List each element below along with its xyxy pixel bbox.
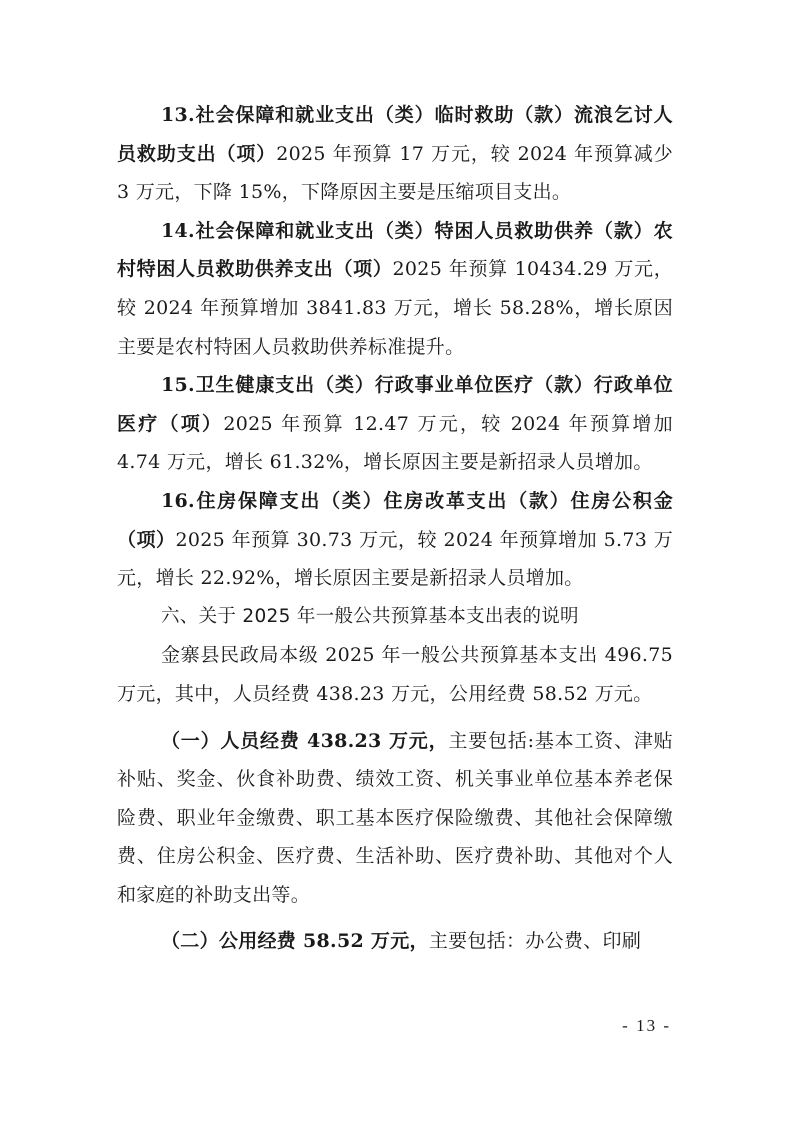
- paragraph-14-body: 2025 年预算 10434.29 万元，较 2024 年预算增加 3841.83 万元，增长 58.28%，增长原因主要是农村特困人员救助供养标准提升。: [117, 258, 674, 358]
- personnel-expense-heading: （一）人员经费 438.23 万元，: [161, 729, 449, 752]
- paragraph-13-body: 2025 年预算 17 万元，较 2024 年预算减少 3 万元，下降 15%，下降原因主要是压缩项目支出。: [117, 142, 673, 204]
- paragraph-15-heading: 15.卫生健康支出（类）行政事业单位医疗（款）行政单位医疗（项）: [117, 374, 673, 435]
- personnel-expense-paragraph: [117, 722, 673, 915]
- public-expense-heading: （二）公用经费 58.52 万元，: [161, 930, 429, 953]
- paragraph-16-heading: 16.住房保障支出（类）住房改革支出（款）住房公积金（项）: [117, 489, 673, 551]
- paragraph-13-heading: 13.社会保障和就业支出（类）临时救助（款）流浪乞讨人员救助支出（项）: [117, 104, 673, 165]
- paragraph-13: [117, 96, 673, 212]
- paragraph-16: [117, 482, 673, 598]
- paragraph-14-heading: 14.社会保障和就业支出（类）特困人员救助供养（款）农村特困人员救助供养支出（项）: [117, 219, 673, 281]
- public-expense-body: 主要包括：办公费、印刷: [428, 930, 642, 953]
- page-number: - 13 -: [622, 1016, 671, 1035]
- section-6-title: 六、关于 2025 年一般公共预算基本支出表的说明: [161, 605, 579, 627]
- paragraph-14: [117, 212, 673, 366]
- paragraph-15-body: 2025 年预算 12.47 万元，较 2024 年预算增加 4.74 万元，增长 61.32%，增长原因主要是新招录人员增加。: [117, 412, 673, 474]
- public-expense-paragraph: [117, 922, 673, 961]
- paragraph-16-body: 2025 年预算 30.73 万元，较 2024 年预算增加 5.73 万元，增长 22.92%，增长原因主要是新招录人员增加。: [117, 528, 673, 590]
- paragraph-15: [117, 366, 673, 482]
- section-6-intro: 金寨县民政局本级 2025 年一般公共预算基本支出 496.75 万元，其中，人员经费 438.23 万元，公用经费 58.52 万元。: [117, 644, 673, 705]
- document-page: [117, 96, 673, 961]
- personnel-expense-body: 主要包括:基本工资、津贴补贴、奖金、伙食补助费、绩效工资、机关事业单位基本养老保险费、职业年金缴费、职工基本医疗保险缴费、其他社会保障缴费、住房公积金、医疗费、生活补助、医疗费补助、其他对个人和家庭的补助支出等。: [117, 729, 673, 906]
